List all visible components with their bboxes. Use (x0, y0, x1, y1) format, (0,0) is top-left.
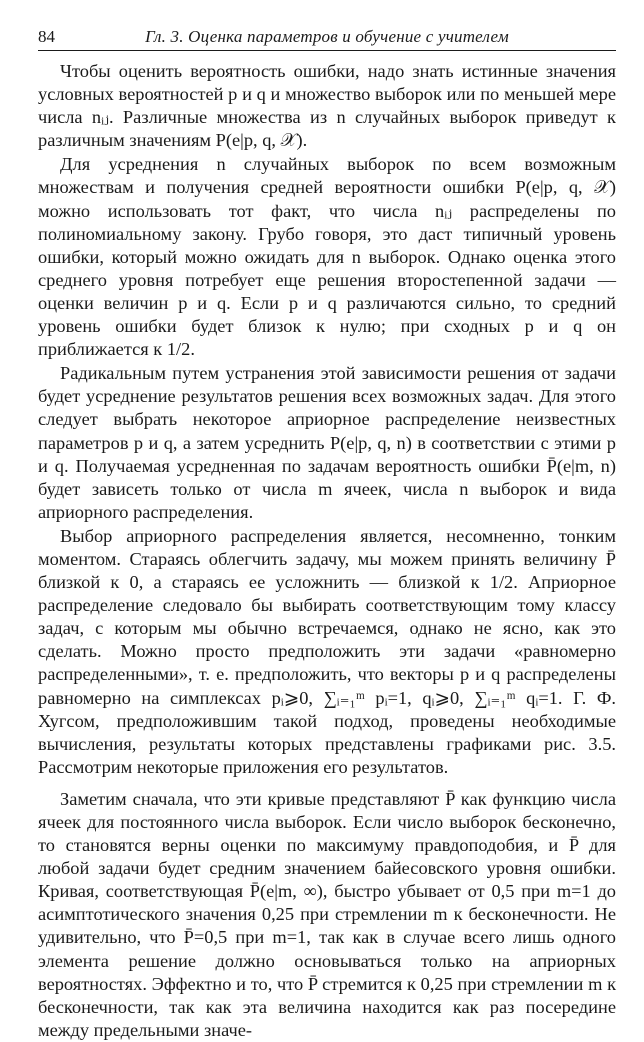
paragraph-prior-distribution: Выбор априорного распределения является, несомненно, тонким моментом. Стараясь облегчить задачу, мы можем принять величину P̄ близкой к 0, а стараясь ее усложнить — близкой к 1/2. Априорное распределение следовало бы выбирать соответствующим тому классу задач, с которым мы обычно встречаемся, однако не ясно, как это сделать. Можно просто предположить эти задачи «равномерно распределенными», т. е. предположить, что векторы p и q распределены равномерно на симплексах pᵢ⩾0, ∑ᵢ₌₁ᵐ pᵢ=1, qᵢ⩾0, ∑ᵢ₌₁ᵐ qᵢ=1. Г. Ф. Хугсом, предположившим такой подход, проведены необходимые вычисления, результаты которых представлены графиками рис. 3.5. Рассмотрим некоторые приложения его результатов. (38, 525, 616, 777)
running-head (38, 27, 616, 49)
paragraph-averaging-samples: Для усреднения n случайных выборок по всем возможным множествам и получения средней вероятности ошибки P(e|p, q, 𝒳) можно использовать тот факт, что числа nᵢⱼ распределены по полиномиальному закону. Грубо говоря, это даст типичный уровень ошибки, который можно ожидать для n выборок. Однако оценка этого среднего уровня потребует еще решения второстепенной задачи — оценки величин p и q. Если p и q различаются сильно, то средний уровень ошибки будет близок к нулю; при сходных p и q он приближается к 1/2. (38, 154, 616, 360)
paragraph-curves-discussion: Заметим сначала, что эти кривые представляют P̄ как функцию числа ячеек для постоянного числа выборок. Если число выборок бесконечно, то становятся верны оценки по максимуму правдоподобия, и P̄ для любой задачи будет средним значением байесовского уровня ошибки. Кривая, соответствующая P̄(e|m, ∞), быстро убывает от 0,5 при m=1 до асимптотического значения 0,25 при стремлении m к бесконечности. Не удивительно, что P̄=0,5 при m=1, так как в случае всего лишь одного элемента решение должно основываться только на априорных вероятностях. Эффектно и то, что P̄ стремится к 0,25 при стремлении m к бесконечности, так как эта величина находится как раз посередине между предельными значе- (38, 788, 616, 1040)
header-rule (38, 50, 616, 51)
body-text (38, 60, 616, 1042)
page-number: 84 (38, 27, 55, 46)
paragraph-error-probability: Чтобы оценить вероятность ошибки, надо знать истинные значения условных вероятностей p и q и множество выборок или по меньшей мере числа nᵢⱼ. Различные множества из n случайных выборок приведут к различным значениям P(e|p, q, 𝒳). (38, 61, 616, 151)
chapter-title: Гл. 3. Оценка параметров и обучение с учителем (145, 27, 509, 46)
paragraph-averaging-problems: Радикальным путем устранения этой зависимости решения от задачи будет усреднение результатов решения всех возможных задач. Для этого следует выбрать некоторое априорное распределение неизвестных параметров p и q, а затем усреднить P(e|p, q, n) в соответствии с этими p и q. Получаемая усредненная по задачам вероятность ошибки P̄(e|m, n) будет зависеть только от числа m ячеек, числа n выборок и вида априорного распределения. (38, 363, 616, 522)
